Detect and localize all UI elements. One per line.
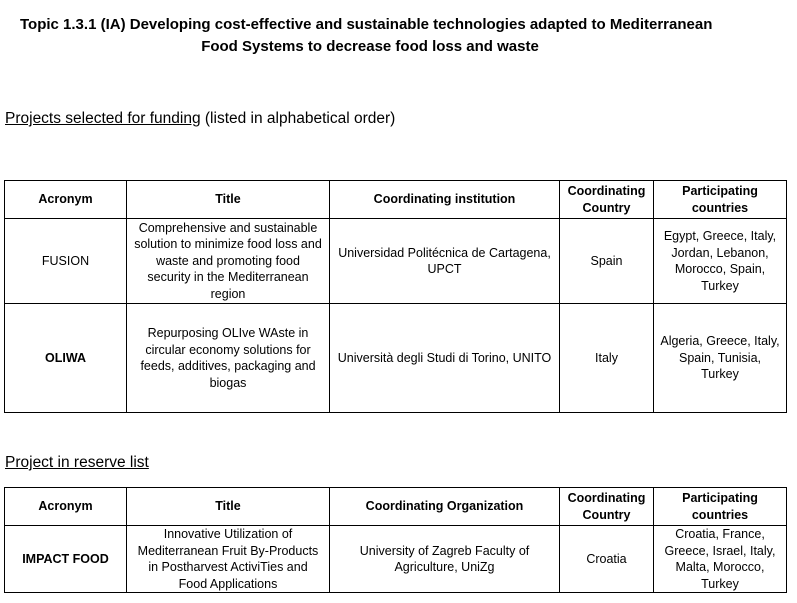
cell-title: Innovative Utilization of Mediterranean Fruit By-Products in Postharvest ActiviTies and Food Applications [127,526,330,593]
table-row [5,219,787,304]
selected-projects-heading-underlined: Projects selected for funding [5,110,201,127]
cell-acronym: OLIWA [5,304,127,413]
selected-projects-table [4,180,787,413]
cell-country: Italy [560,304,654,413]
column-header-country: Coordinating Country [560,488,654,526]
column-header-title: Title [127,488,330,526]
cell-participants: Algeria, Greece, Italy, Spain, Tunisia, Turkey [654,304,787,413]
column-header-participants: Participating countries [654,488,787,526]
cell-participants: Egypt, Greece, Italy, Jordan, Lebanon, Morocco, Spain, Turkey [654,219,787,304]
column-header-organization: Coordinating Organization [330,488,560,526]
topic-title-line1: Topic 1.3.1 (IA) Developing cost-effective and sustainable technologies adapted to Mediterranean [20,16,713,33]
selected-projects-heading-note: (listed in alphabetical order) [200,110,396,127]
cell-acronym: IMPACT FOOD [5,526,127,593]
column-header-acronym: Acronym [5,181,127,219]
selected-projects-heading [5,109,395,129]
column-header-country: Coordinating Country [560,181,654,219]
column-header-institution: Coordinating institution [330,181,560,219]
column-header-title: Title [127,181,330,219]
cell-title: Comprehensive and sustainable solution to minimize food loss and waste and promoting food security in the Mediterranean region [127,219,330,304]
cell-acronym: FUSION [5,219,127,304]
cell-participants: Croatia, France, Greece, Israel, Italy, Malta, Morocco, Turkey [654,526,787,593]
column-header-acronym: Acronym [5,488,127,526]
cell-country: Spain [560,219,654,304]
topic-title [0,14,740,58]
reserve-list-heading-underlined: Project in reserve list [5,454,149,471]
cell-organization: University of Zagreb Faculty of Agriculture, UniZg [330,526,560,593]
cell-country: Croatia [560,526,654,593]
topic-title-line2: Food Systems to decrease food loss and waste [201,38,539,55]
table-row [5,304,787,413]
table-row [5,526,787,593]
cell-title: Repurposing OLIve WAste in circular economy solutions for feeds, additives, packaging and biogas [127,304,330,413]
table-header-row [5,181,787,219]
reserve-projects-table [4,487,787,593]
cell-institution: Università degli Studi di Torino, UNITO [330,304,560,413]
cell-institution: Universidad Politécnica de Cartagena, UPCT [330,219,560,304]
table-header-row [5,488,787,526]
reserve-list-heading [5,453,149,473]
column-header-participants: Participating countries [654,181,787,219]
